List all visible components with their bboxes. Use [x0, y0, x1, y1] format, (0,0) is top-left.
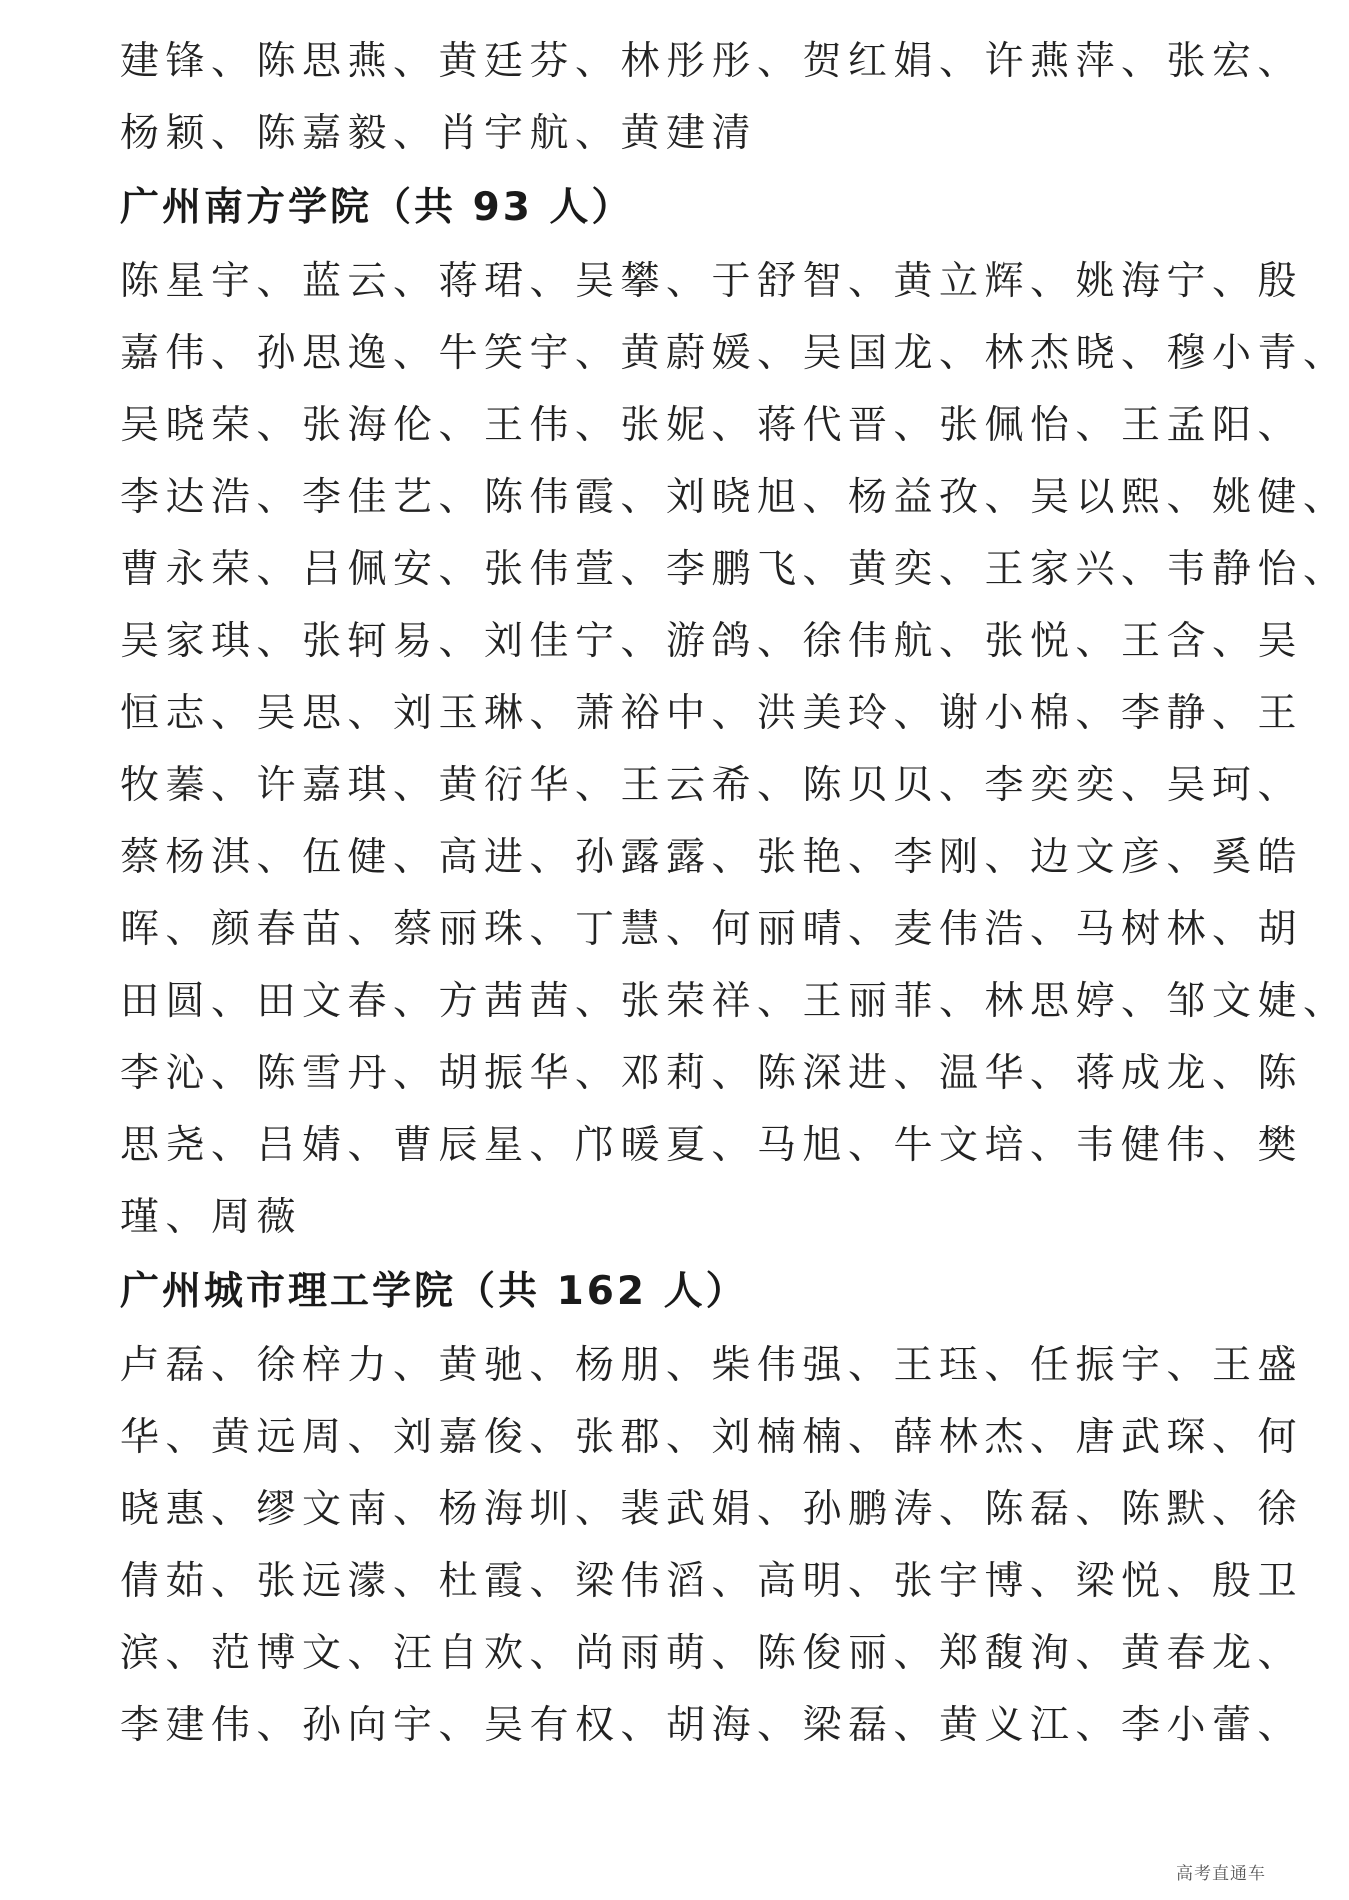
- name-list-line: 思尧、吕婧、曹辰星、邝暖夏、马旭、牛文培、韦健伟、樊: [120, 1123, 1304, 1168]
- name-list-line: 晓惠、缪文南、杨海圳、裴武娟、孙鹏涛、陈磊、陈默、徐: [120, 1487, 1304, 1532]
- section-guangzhou-nanfang: [120, 170, 1349, 1254]
- name-list-line: 李沁、陈雪丹、胡振华、邓莉、陈深进、温华、蒋成龙、陈: [120, 1051, 1304, 1096]
- name-list-line: 恒志、吴思、刘玉琳、萧裕中、洪美玲、谢小棉、李静、王: [120, 691, 1304, 736]
- name-list-line: 李达浩、李佳艺、陈伟霞、刘晓旭、杨益孜、吴以熙、姚健、: [120, 475, 1349, 520]
- section-heading: 广州南方学院（共 93 人）: [120, 185, 634, 230]
- name-list-line: 牧蓁、许嘉琪、黄衍华、王云希、陈贝贝、李奕奕、吴珂、: [120, 763, 1304, 808]
- name-list-line: 杨颖、陈嘉毅、肖宇航、黄建清: [120, 111, 758, 156]
- name-list-line: 曹永荣、吕佩安、张伟萱、李鹏飞、黄奕、王家兴、韦静怡、: [120, 547, 1349, 592]
- name-list-line: 田圆、田文春、方茜茜、张荣祥、王丽菲、林思婷、邹文婕、: [120, 979, 1349, 1024]
- name-list-line: 蔡杨淇、伍健、高进、孙露露、张艳、李刚、边文彦、奚皓: [120, 835, 1304, 880]
- name-list-line: 瑾、周薇: [120, 1195, 303, 1240]
- name-list-line: 陈星宇、蓝云、蒋珺、吴攀、于舒智、黄立辉、姚海宁、殷: [120, 259, 1304, 304]
- name-list-line: 滨、范博文、汪自欢、尚雨萌、陈俊丽、郑馥洵、黄春龙、: [120, 1631, 1304, 1676]
- name-list-line: 倩茹、张远濛、杜霞、梁伟滔、高明、张宇博、梁悦、殷卫: [120, 1559, 1304, 1604]
- name-list-line: 嘉伟、孙思逸、牛笑宇、黄蔚媛、吴国龙、林杰晓、穆小青、: [120, 331, 1349, 376]
- name-list-line: 晖、颜春苗、蔡丽珠、丁慧、何丽晴、麦伟浩、马树林、胡: [120, 907, 1304, 952]
- name-list-line: 李建伟、孙向宇、吴有权、胡海、梁磊、黄义江、李小蕾、: [120, 1703, 1304, 1748]
- name-list-line: 卢磊、徐梓力、黄驰、杨朋、柴伟强、王珏、任振宇、王盛: [120, 1343, 1304, 1388]
- section-guangzhou-city-tech: [120, 1254, 1304, 1762]
- name-list-line: 吴家琪、张轲易、刘佳宁、游鸽、徐伟航、张悦、王含、吴: [120, 619, 1304, 664]
- watermark-text: 高考直通车: [1176, 1864, 1266, 1884]
- name-list-line: 吴晓荣、张海伦、王伟、张妮、蒋代晋、张佩怡、王孟阳、: [120, 403, 1304, 448]
- name-list-line: 华、黄远周、刘嘉俊、张郡、刘楠楠、薛林杰、唐武琛、何: [120, 1415, 1304, 1460]
- intro-block: [120, 26, 1304, 170]
- name-list-line: 建锋、陈思燕、黄廷芬、林彤彤、贺红娟、许燕萍、张宏、: [120, 39, 1304, 84]
- document-page: [120, 26, 1349, 1762]
- section-heading: 广州城市理工学院（共 162 人）: [120, 1269, 748, 1314]
